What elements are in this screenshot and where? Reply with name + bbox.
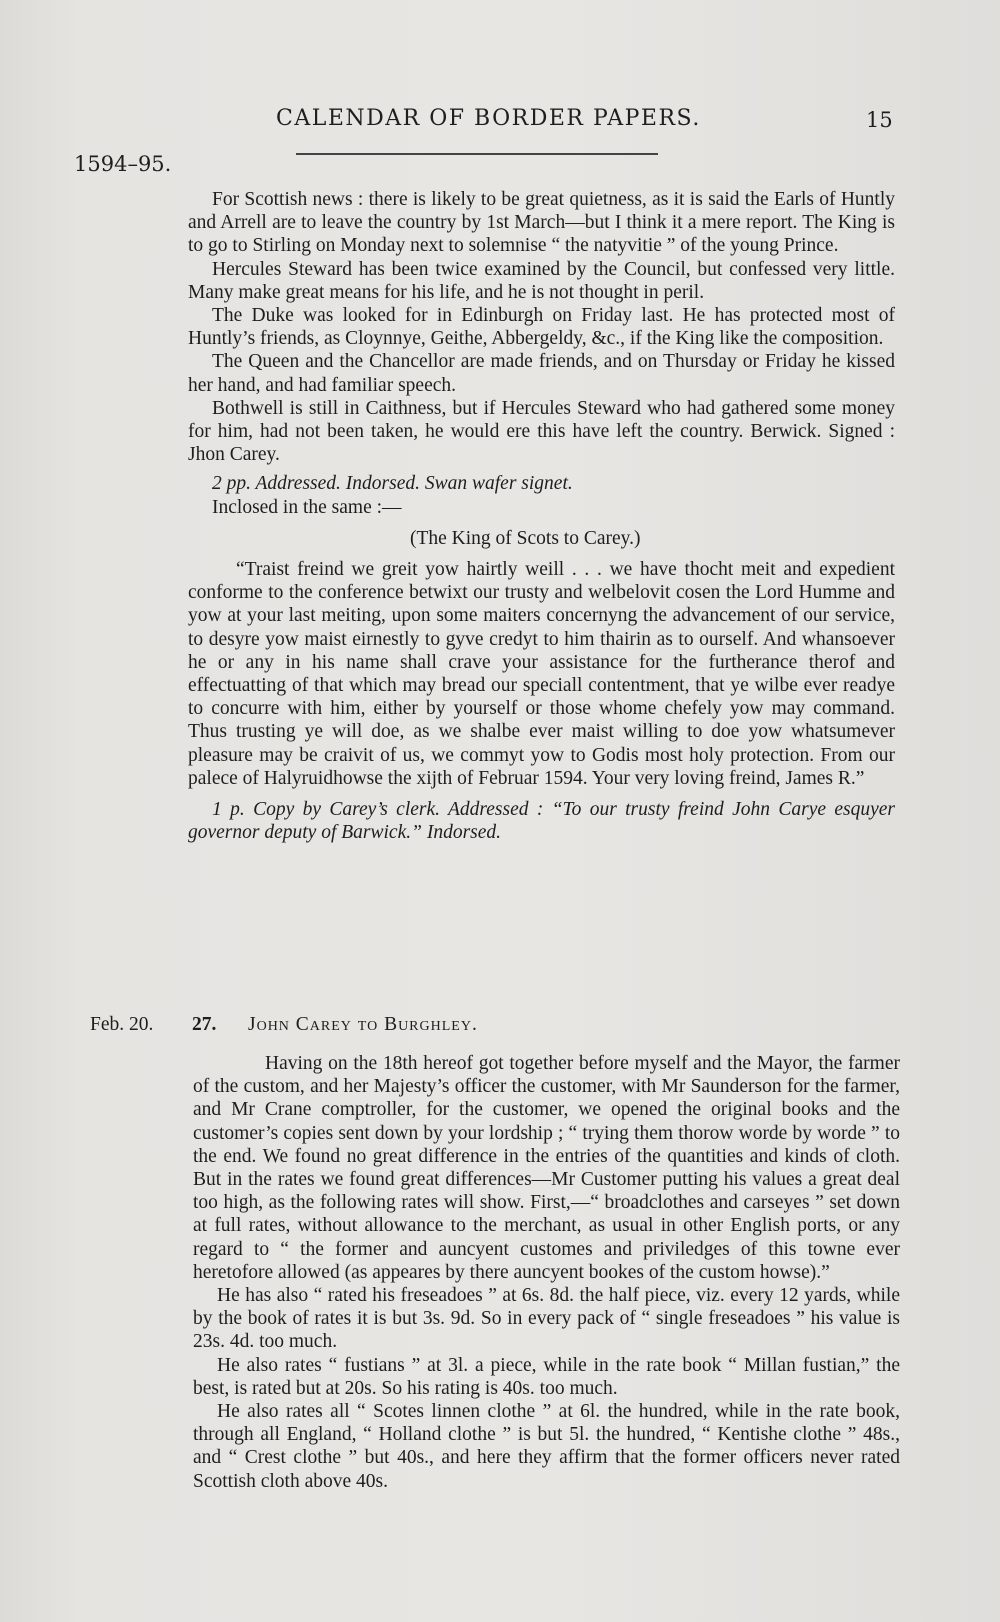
- paragraph: Hercules Steward has been twice examined by the Council, but confessed very little. Many make great means for his life, and he is not thought in peril.: [188, 258, 895, 303]
- entry-heading: John Carey to Burghley.: [248, 1014, 478, 1035]
- paragraph: The Queen and the Chancellor are made friends, and on Thursday or Friday he kissed her hand, and had familiar speech.: [188, 351, 895, 396]
- page-number: 15: [866, 108, 893, 132]
- paragraph: Having on the 18th hereof got together before myself and the Mayor, the farmer of the custom, and her Majesty’s officer the customer, with Mr Saunderson for the farmer, and Mr Crane comptroller, for the customer, we opened the original books and the customer’s copies sent down by your lordship ; “ trying them thorow worde by worde ” to the end. We found no great difference in the entries of the quantities and kinds of cloth. But in the rates we found great differences—Mr Customer putting his values a great deal too high, as the following rates will show. First,—“ broadclothes and carseyes ” set down at full rates, without allowance to the merchant, as usual in other English ports, or any regard to “ the former and auncyent customes and priviledges of this towne ever heretofore allowed (as appeares by there auncyent bookes of the custom howse).”: [193, 1053, 900, 1283]
- year-margin: 1594–95.: [74, 152, 172, 176]
- header-rule: [296, 153, 658, 155]
- paragraph: The Duke was looked for in Edinburgh on Friday last. He has protected most of Huntly’s friends, as Cloynnye, Geithe, Abbergeldy, &c., if the King like the composition.: [188, 305, 895, 350]
- document-note: 2 pp. Addressed. Indorsed. Swan wafer signet.: [212, 473, 573, 495]
- paragraph: He has also “ rated his freseadoes ” at 6s. 8d. the half piece, viz. every 12 yards, while by the book of rates it is but 3s. 9d. So in every pack of “ single freseadoes ” his value is 23s. 4d. too much.: [193, 1285, 900, 1353]
- paragraph: For Scottish news : there is likely to be great quietness, as it is said the Earls of Huntly and Arrell are to leave the country by 1st March—but I think it a mere report. The King is to go to Stirling on Monday next to solemnise “ the natyvitie ” of the young Prince.: [188, 189, 895, 257]
- entry-header: [0, 1014, 1000, 1044]
- entry-date: Feb. 20.: [90, 1014, 154, 1035]
- paragraph: He also rates all “ Scotes linnen clothe ” at 6l. the hundred, while in the rate book, through all England, “ Holland clothe ” is but 5l. the hundred, “ Kentishe clothe ” 48s., and “ Crest clothe ” but 40s., and here they affirm that the former officers never rated Scottish cloth above 40s.: [193, 1401, 900, 1492]
- enclosure-heading: (The King of Scots to Carey.): [410, 527, 641, 549]
- paragraph: Bothwell is still in Caithness, but if Hercules Steward who had gathered some money for him, had not been taken, he would ere this have left the country. Berwick. Signed : Jhon Carey.: [188, 397, 895, 466]
- paragraph: He also rates “ fustians ” at 3l. a piece, while in the rate book “ Millan fustian,” the best, is rated but at 20s. So his rating is 40s. too much.: [193, 1354, 900, 1399]
- running-header: [0, 106, 1000, 146]
- inclosure-line: Inclosed in the same :—: [212, 496, 402, 518]
- document-note: 1 p. Copy by Carey’s clerk. Addressed : “To our trusty freind John Carye esquyer governor deputy of Barwick.” Indorsed.: [188, 799, 895, 844]
- entry-continuation: [188, 188, 895, 844]
- enclosed-letter: “Traist freind we greit yow hairtly weill . . . we have thocht meit and expedient conforme to the conference betwixt our trusty and welbelovit cosen the Lord Humme and yow at your last meiting, upon some maiters concernyng the advancement of our service, to desyre yow maist eirnestly to gyve credyt to him thairin as to ourself. And whansoever he or any in his name shall crave your assistance for the furtherance therof and effectuatting of that which may bread our speciall contentment, that ye wilbe ever readye to concurre with him, either by yourself or those whome chefely yow may command. Thus trusting ye will doe, as we shalbe ever maist willing to doe yow whatsumever pleasure may be craivit of us, we commyt yow to Godis most holy protection. From our palece of Halyruidhowse the xijth of Februar 1594. Your very loving freind, James R.”: [188, 559, 895, 789]
- entry-body: [193, 1052, 900, 1493]
- entry-number: 27.: [192, 1014, 217, 1035]
- running-title: CALENDAR OF BORDER PAPERS.: [276, 106, 701, 131]
